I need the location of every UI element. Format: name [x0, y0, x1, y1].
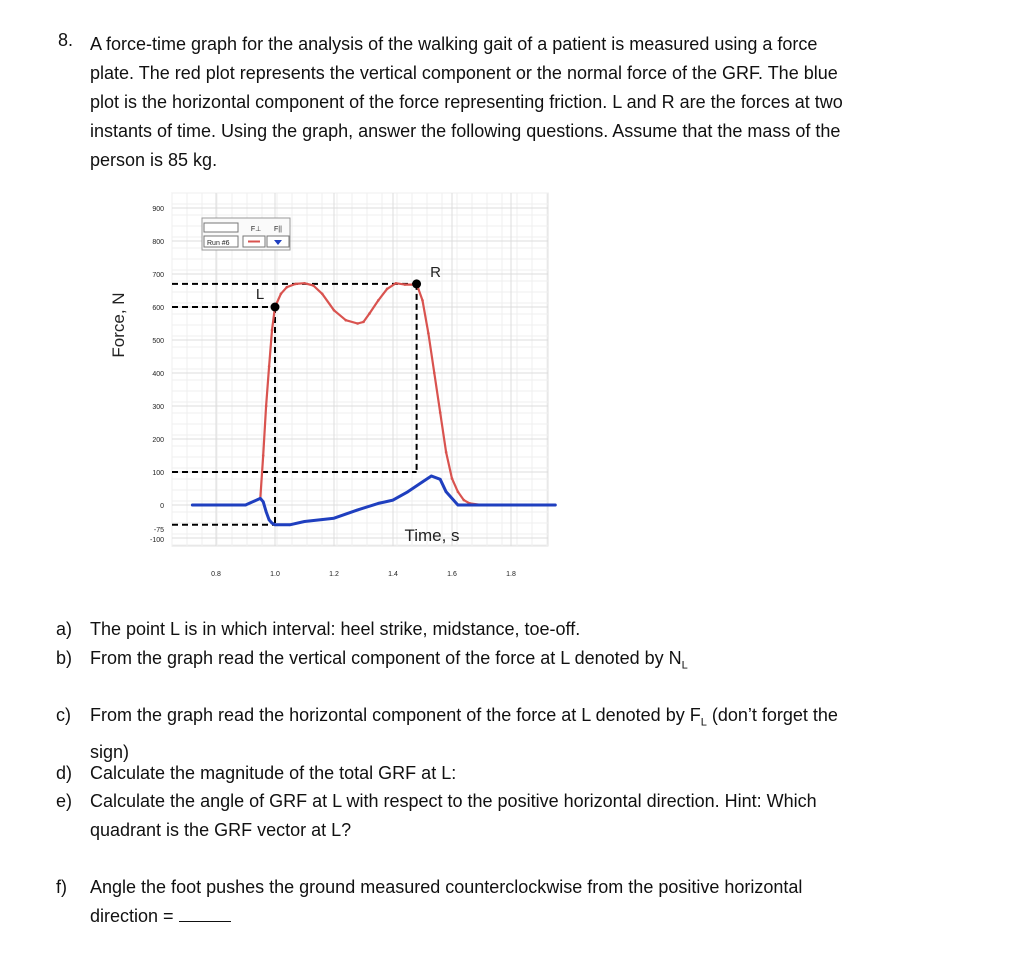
legend-run-label: Run #6	[207, 240, 230, 247]
x-tick-label: 1.0	[270, 571, 280, 578]
question-line: plate. The red plot represents the vertical component or the normal force of the GRF. The blue	[90, 63, 838, 83]
data-point	[457, 504, 460, 507]
data-point	[280, 293, 283, 296]
data-point	[377, 502, 380, 505]
subquestion-label: d)	[56, 763, 73, 783]
data-point	[395, 282, 398, 285]
data-point	[262, 500, 265, 503]
subquestion-text-after: (don’t forget the	[706, 705, 838, 725]
y-tick-label: 800	[152, 239, 164, 246]
x-tick-label: 0.8	[211, 571, 221, 578]
subquestion-text-line2: quadrant is the GRF vector at L?	[90, 820, 352, 840]
data-point	[430, 475, 433, 478]
subquestion-text-main: From the graph read the vertical component of the force at L denoted by N	[90, 648, 682, 668]
subquestion-label: a)	[56, 619, 73, 639]
data-point	[386, 288, 389, 291]
data-point	[262, 454, 265, 457]
data-point	[362, 321, 365, 324]
subscript: L	[700, 716, 707, 729]
data-point	[303, 520, 306, 523]
y-tick-label: 600	[152, 305, 164, 312]
subquestion-text-main: Calculate the angle of GRF at L with respect to the positive horizontal direction. Hint: Which	[90, 791, 817, 811]
y-tick-label: 900	[152, 206, 164, 213]
data-point	[404, 283, 407, 286]
y-tick-label: 0	[160, 503, 164, 510]
y-axis-label: Force, N	[109, 292, 128, 358]
question-line: person is 85 kg.	[90, 150, 218, 170]
subquestion-text	[90, 644, 688, 681]
question-line: instants of time. Using the graph, answer the following questions. Assume that the mass of the	[90, 121, 841, 141]
point-L-label: L	[255, 286, 265, 303]
question-line: plot is the horizontal component of the force representing friction. L and R are the forces at two	[90, 92, 843, 112]
data-point	[421, 299, 424, 302]
x-axis-label: Time, s	[404, 526, 460, 545]
data-point	[468, 504, 471, 507]
data-point	[345, 319, 348, 322]
y-tick-label: 500	[152, 338, 164, 345]
data-point	[356, 322, 359, 325]
y-tick-label: 300	[152, 404, 164, 411]
data-point	[274, 524, 277, 527]
answer-blank[interactable]	[179, 903, 231, 922]
x-tick-label: 1.6	[447, 571, 457, 578]
y-tick-label: 700	[152, 272, 164, 279]
subquestion-text: Calculate the magnitude of the total GRF at L:	[90, 763, 457, 783]
data-point	[268, 365, 271, 368]
data-point	[421, 481, 424, 484]
data-point	[312, 284, 315, 287]
data-point	[356, 509, 359, 512]
data-point	[445, 491, 448, 494]
subquestion-text-line2	[90, 902, 802, 931]
subquestion-text	[90, 701, 838, 767]
data-point	[445, 451, 448, 454]
point-L-marker	[271, 303, 280, 312]
point-R-marker	[412, 279, 421, 288]
data-point	[268, 519, 271, 522]
question-number: 8.	[58, 30, 74, 50]
data-point	[433, 372, 436, 375]
x-tick-label: 1.8	[506, 571, 516, 578]
y-tick-label: 200	[152, 437, 164, 444]
data-point	[439, 411, 442, 414]
data-point	[406, 491, 409, 494]
data-point	[554, 504, 557, 507]
y-tick-label: 400	[152, 371, 164, 378]
data-point	[451, 477, 454, 480]
subquestion-label: f)	[56, 877, 67, 897]
x-tick-label: 1.4	[388, 571, 398, 578]
data-point	[495, 504, 498, 507]
data-point	[333, 309, 336, 312]
subquestion-label: c)	[56, 705, 71, 725]
y-tick-label: -100	[149, 537, 164, 544]
subquestion-text	[90, 873, 802, 931]
y-tick-label: 100	[152, 470, 164, 477]
subquestion-label: e)	[56, 791, 73, 811]
subquestion-text-answer-prefix: direction =	[90, 906, 179, 926]
legend-input[interactable]	[204, 223, 238, 232]
data-point	[265, 405, 268, 408]
subquestion-text-line2: sign)	[90, 741, 130, 762]
data-point	[457, 491, 460, 494]
point-R-label: R	[430, 263, 442, 281]
data-point	[286, 286, 289, 289]
subquestion-text	[90, 787, 817, 845]
data-point	[288, 524, 291, 527]
data-point	[271, 329, 274, 332]
data-point	[303, 282, 306, 285]
data-point	[524, 504, 527, 507]
question-line: A force-time graph for the analysis of the walking gait of a patient is measured using a force	[90, 34, 818, 54]
data-point	[439, 478, 442, 481]
x-tick-label: 1.2	[329, 571, 339, 578]
data-point	[244, 504, 247, 507]
subquestion-text-main: Angle the foot pushes the ground measured counterclockwise from the positive horizontal	[90, 877, 803, 897]
data-point	[392, 499, 395, 502]
subquestion-text-main: From the graph read the horizontal component of the force at L denoted by F	[90, 705, 701, 725]
data-point	[463, 499, 466, 502]
y-tick-label: -75	[153, 526, 164, 534]
subquestion-text: The point L is in which interval: heel strike, midstance, toe-off.	[90, 619, 581, 639]
data-point	[271, 522, 274, 525]
subscript: L	[681, 659, 688, 672]
data-point	[215, 504, 218, 507]
data-point	[294, 283, 297, 286]
legend-col-f-perp: F⊥	[250, 226, 262, 233]
data-point	[265, 510, 268, 513]
data-point	[377, 299, 380, 302]
data-point	[333, 517, 336, 520]
data-point	[191, 504, 194, 507]
data-point	[368, 312, 371, 315]
subquestion-label: b)	[56, 648, 73, 668]
legend-col-f-par: F||	[274, 226, 282, 233]
data-point	[321, 293, 324, 296]
data-point	[259, 497, 262, 500]
data-point	[427, 332, 430, 335]
